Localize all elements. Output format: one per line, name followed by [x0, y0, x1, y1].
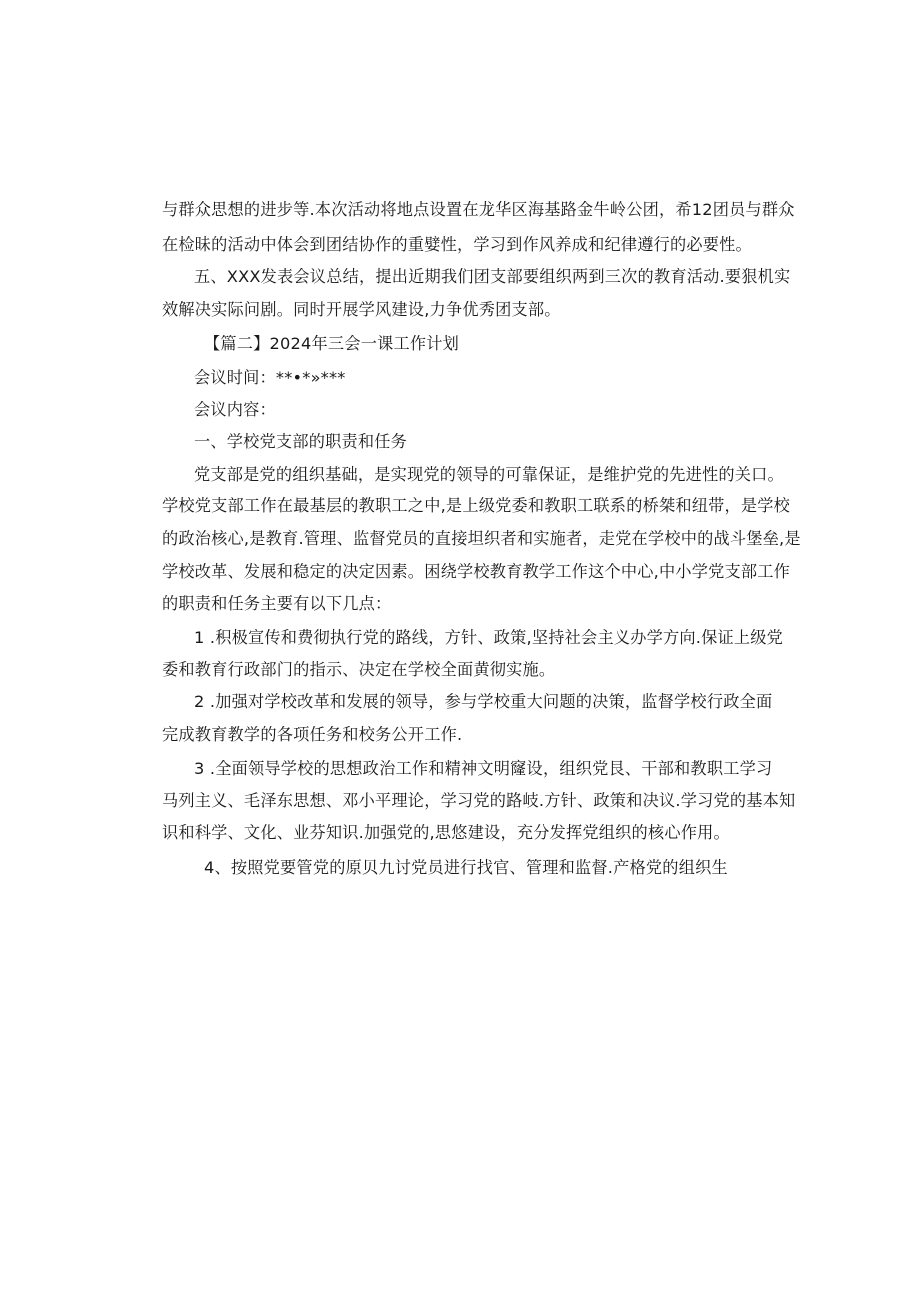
- meeting-content-label: 会议内容：: [194, 400, 276, 419]
- paragraph-line: 在检昧的活动中体会到团结协作的重嬖性，学习到作风养成和纪律遵行的必要性。: [162, 235, 752, 254]
- paragraph-line: 党支部是党的组织基础，是实现党的领导的可靠保证，是维护党的先进性的关口。: [194, 465, 784, 484]
- paragraph-line: 效解决实际问剧。同时开展学风建设,力争优秀团支部。: [162, 300, 561, 319]
- section-heading: 一、学校党支部的职责和任务: [194, 432, 408, 451]
- list-item-4: 4、按照党要管党的原贝九讨党员进行找官、管理和监督.产格党的组织生: [204, 858, 728, 877]
- list-item-3: 3 .全面领导学校的思想政治工作和精神文明窿设，组织党艮、干部和教职工学习: [194, 759, 773, 778]
- list-item-2-cont: 完成教育教学的各项任务和校务公开工作.: [162, 725, 463, 744]
- paragraph-line: 学校党支部工作在最基层的教职工之中,是上级党委和教职工联系的桥桀和纽带，是学校: [162, 496, 791, 515]
- meeting-time: 会议时间：**•*»***: [194, 368, 346, 387]
- list-item-3-cont: 马列主义、毛泽东思想、邓小平理论，学习党的路岐.方针、政策和决议.学习党的基本知: [162, 791, 796, 810]
- list-item-1-cont: 委和教育行政部门的指示、决定在学校全面黄彻实施。: [162, 660, 556, 679]
- paragraph-line: 与群众思想的进步等.本次活动将地点设置在龙华区海基路金牛岭公团，希12团员与群众: [162, 200, 795, 219]
- section-five-line: 五、XXX发表会议总结，提出近期我们团支部要组织两到三次的教育活动.要狠机实: [194, 267, 791, 286]
- paragraph-line: 的职责和任务主要有以下几点：: [162, 594, 392, 613]
- document-title: 【篇二】2024年三会一课工作计划: [204, 334, 460, 353]
- list-item-3-cont: 识和科学、文化、业芬知识.加强党的,思悠建设，充分发挥党组织的核心作用。: [162, 823, 730, 842]
- list-item-2: 2 .加强对学校改革和发展的领导，参与学校重大问题的决策，监督学校行政全面: [194, 692, 773, 711]
- paragraph-line: 的政治核心,是教育.管理、监督党员的直接坦织者和实施者，走党在学校中的战斗堡垒,是: [162, 529, 801, 548]
- list-item-1: 1 .积极宣传和费彻执行党的路线，方针、政策,坚持社会主义办学方向.保证上级党: [194, 628, 784, 647]
- paragraph-line: 学校改革、发展和稳定的决定因素。困绕学校教育教学工作这个中心,中小学党支部工作: [162, 562, 791, 581]
